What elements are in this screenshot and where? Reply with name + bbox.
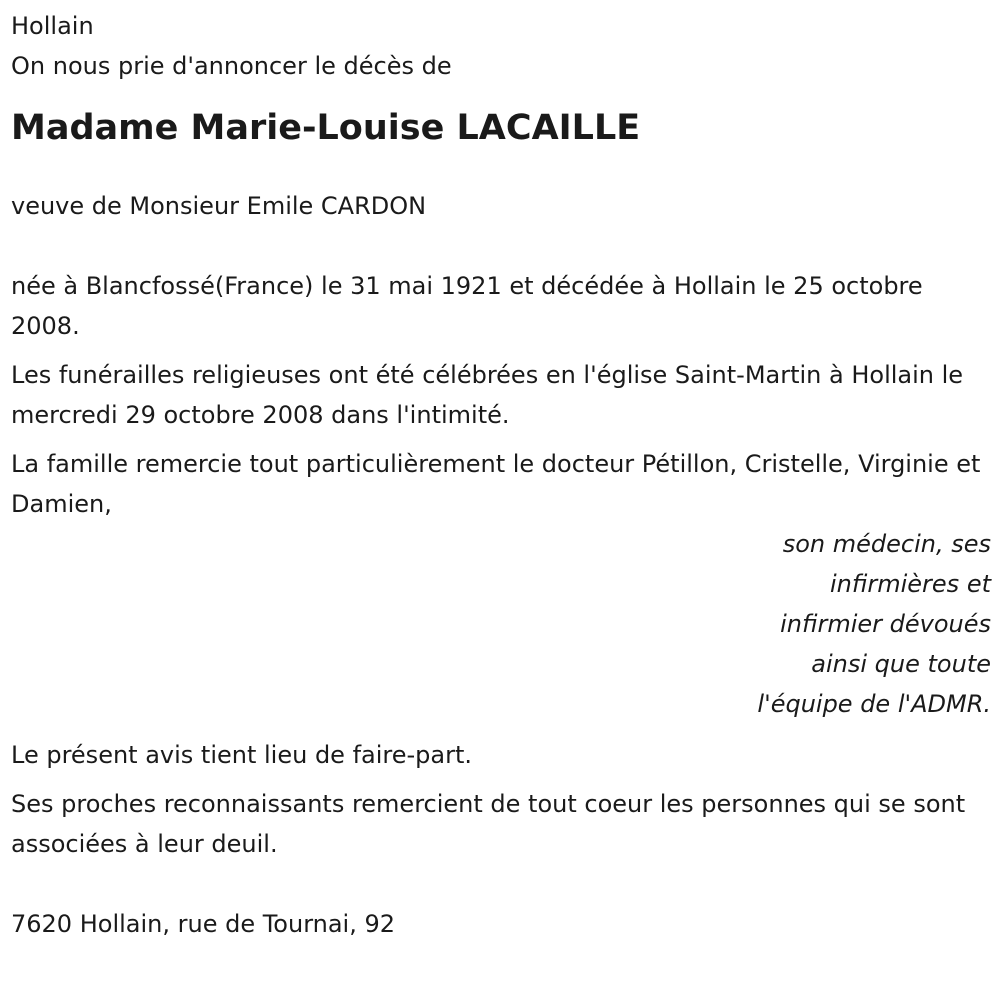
thanks-detail-line: ainsi que toute bbox=[811, 650, 991, 678]
thanks-paragraph: La famille remercie tout particulièrement le docteur Pétillon, Cristelle, Virginie et Damien, bbox=[11, 450, 981, 518]
thanks-detail-line: son médecin, ses bbox=[782, 530, 991, 558]
funeral-paragraph: Les funérailles religieuses ont été célébrées en l'église Saint-Martin à Hollain le mercredi 29 octobre 2008 dans l'intimité. bbox=[11, 361, 964, 429]
thanks-detail-line: l'équipe de l'ADMR. bbox=[757, 690, 991, 718]
thanks-detail bbox=[11, 524, 991, 724]
widow-of: veuve de Monsieur Emile CARDON bbox=[11, 192, 427, 220]
notice-statement: Le présent avis tient lieu de faire-part. bbox=[11, 741, 473, 769]
thanks-detail-line: infirmier dévoués bbox=[780, 610, 991, 638]
death-notice bbox=[11, 6, 991, 944]
gratitude-paragraph: Ses proches reconnaissants remercient de tout coeur les personnes qui se sont associées à leur deuil. bbox=[11, 790, 966, 858]
birth-death-paragraph: née à Blancfossé(France) le 31 mai 1921 et décédée à Hollain le 25 octobre 2008. bbox=[11, 272, 923, 340]
deceased-name: Madame Marie-Louise LACAILLE bbox=[11, 108, 641, 148]
thanks-detail-line: infirmières et bbox=[829, 570, 991, 598]
intro-text: On nous prie d'annoncer le décès de bbox=[11, 52, 452, 80]
address: 7620 Hollain, rue de Tournai, 92 bbox=[11, 910, 396, 938]
locality: Hollain bbox=[11, 12, 94, 40]
